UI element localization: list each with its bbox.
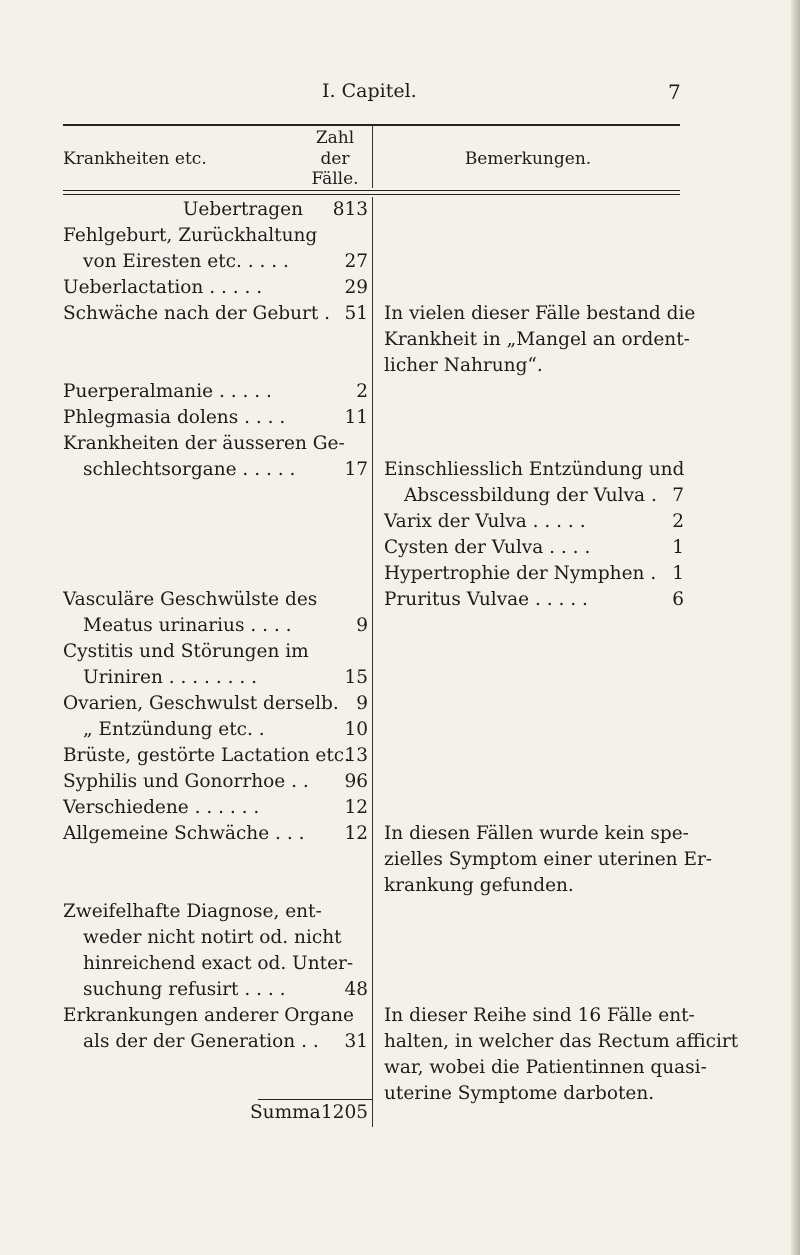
row-phlegmasia: Phlegmasia dolens . . . . bbox=[63, 407, 286, 428]
count-brueste: 13 bbox=[344, 745, 368, 766]
chapter-title: I. Capitel. bbox=[322, 80, 417, 102]
remark-item-value: 7 bbox=[672, 485, 684, 506]
remark-aeussere-geschlechtsorgane bbox=[384, 457, 684, 613]
row-allgemeine-schwaeche: Allgemeine Schwäche . . . bbox=[63, 823, 305, 844]
count-cystitis: 15 bbox=[344, 667, 368, 688]
row-verschiedene: Verschiedene . . . . . . bbox=[63, 797, 260, 818]
remark-item bbox=[384, 509, 684, 535]
row-zweifelhaft-a: Zweifelhafte Diagnose, ent- bbox=[63, 901, 322, 922]
remark-line: war, wobei die Patientinnen quasi- bbox=[384, 1057, 707, 1078]
header-rule bbox=[63, 190, 680, 191]
header-column-divider bbox=[372, 126, 373, 188]
body-column-divider bbox=[372, 197, 373, 1127]
remark-item bbox=[384, 535, 684, 561]
row-schwaeche-geburt: Schwäche nach der Geburt . bbox=[63, 303, 331, 324]
remark-item-label: Abscessbildung der Vulva . bbox=[404, 485, 657, 506]
remark-line: Einschliesslich Entzündung und bbox=[384, 459, 685, 480]
row-aeussere-geschlechtsorgane-a: Krankheiten der äusseren Ge- bbox=[63, 433, 345, 454]
remark-line: In vielen dieser Fälle bestand die bbox=[384, 303, 696, 324]
row-andere-organe-b: als der der Generation . . bbox=[83, 1031, 319, 1052]
remark-allgemeine-schwaeche bbox=[384, 821, 713, 899]
row-aeussere-geschlechtsorgane-b: schlechtsorgane . . . . . bbox=[83, 459, 296, 480]
carry-over-label: Uebertragen bbox=[182, 199, 303, 220]
count-andere-organe: 31 bbox=[344, 1031, 368, 1052]
summa-label: Summa bbox=[250, 1102, 321, 1123]
row-andere-organe-a: Erkrankungen anderer Organe bbox=[63, 1005, 354, 1026]
row-brueste: Brüste, gestörte Lactation etc. bbox=[63, 745, 351, 766]
row-vasculaere-b: Meatus urinarius . . . . bbox=[83, 615, 292, 636]
remark-item-label: Pruritus Vulvae . . . . . bbox=[384, 589, 588, 610]
row-vasculaere-a: Vasculäre Geschwülste des bbox=[63, 589, 318, 610]
remark-item bbox=[384, 587, 684, 613]
row-fehlgeburt-b: von Eiresten etc. . . . . bbox=[83, 251, 289, 272]
remark-item bbox=[384, 483, 684, 509]
header-rule-double bbox=[63, 194, 680, 195]
header-diseases: Krankheiten etc. bbox=[63, 149, 207, 169]
row-fehlgeburt-a: Fehlgeburt, Zurückhaltung bbox=[63, 225, 318, 246]
count-allgemeine-schwaeche: 12 bbox=[344, 823, 368, 844]
remark-item-value: 1 bbox=[672, 537, 684, 558]
remark-item-value: 1 bbox=[672, 563, 684, 584]
row-ovarien-geschwulst: Ovarien, Geschwulst derselb. bbox=[63, 693, 339, 714]
header-remarks: Bemerkungen. bbox=[464, 149, 592, 169]
remark-andere-organe bbox=[384, 1003, 739, 1107]
count-aeussere-geschlechtsorgane: 17 bbox=[344, 459, 368, 480]
count-syphilis: 96 bbox=[344, 771, 368, 792]
row-zweifelhaft-d: suchung refusirt . . . . bbox=[83, 979, 286, 1000]
remark-line: Krankheit in „Mangel an ordent- bbox=[384, 329, 690, 350]
row-cystitis-b: Uriniren . . . . . . . . bbox=[83, 667, 257, 688]
header-count-line1: Zahl bbox=[315, 128, 355, 148]
remark-item bbox=[384, 561, 684, 587]
page-edge-shadow bbox=[791, 0, 800, 1255]
count-phlegmasia: 11 bbox=[344, 407, 368, 428]
page-number: 7 bbox=[668, 80, 681, 104]
header-count-line2: der bbox=[320, 149, 350, 169]
remark-line: krankung gefunden. bbox=[384, 875, 574, 896]
remark-line: In dieser Reihe sind 16 Fälle ent- bbox=[384, 1005, 695, 1026]
count-vasculaere: 9 bbox=[356, 615, 368, 636]
count-schwaeche-geburt: 51 bbox=[344, 303, 368, 324]
count-fehlgeburt: 27 bbox=[344, 251, 368, 272]
remark-item-label: Varix der Vulva . . . . . bbox=[384, 511, 586, 532]
header-count-line3: Fälle. bbox=[311, 169, 359, 189]
row-ovarien-entzuendung: „ Entzündung etc. . bbox=[83, 719, 265, 740]
row-cystitis-a: Cystitis und Störungen im bbox=[63, 641, 309, 662]
row-puerperalmanie: Puerperalmanie . . . . . bbox=[63, 381, 272, 402]
remark-line: In diesen Fällen wurde kein spe- bbox=[384, 823, 689, 844]
summa-value: 1205 bbox=[320, 1102, 368, 1123]
remark-line: licher Nahrung“. bbox=[384, 355, 543, 376]
count-ovarien-entzuendung: 10 bbox=[344, 719, 368, 740]
count-verschiedene: 12 bbox=[344, 797, 368, 818]
row-zweifelhaft-b: weder nicht notirt od. nicht bbox=[83, 927, 342, 948]
row-zweifelhaft-c: hinreichend exact od. Unter- bbox=[83, 953, 354, 974]
row-ueberlactation: Ueberlactation . . . . . bbox=[63, 277, 263, 298]
carry-over-value: 813 bbox=[332, 199, 368, 220]
remark-item-label: Cysten der Vulva . . . . bbox=[384, 537, 591, 558]
remark-item-label: Hypertrophie der Nymphen . bbox=[384, 563, 657, 584]
count-zweifelhaft: 48 bbox=[344, 979, 368, 1000]
count-column bbox=[305, 197, 368, 1055]
remark-line: uterine Symptome darboten. bbox=[384, 1083, 655, 1104]
remark-line: zielles Symptom einer uterinen Er- bbox=[384, 849, 713, 870]
remark-schwaeche-geburt bbox=[384, 301, 696, 379]
running-header bbox=[0, 80, 800, 110]
remark-item-value: 2 bbox=[672, 511, 684, 532]
row-syphilis: Syphilis und Gonorrhoe . . bbox=[63, 771, 309, 792]
remark-line: halten, in welcher das Rectum afficirt bbox=[384, 1031, 739, 1052]
remark-item-value: 6 bbox=[672, 589, 684, 610]
count-ovarien-geschwulst: 9 bbox=[356, 693, 368, 714]
count-ueberlactation: 29 bbox=[344, 277, 368, 298]
count-puerperalmanie: 2 bbox=[356, 381, 368, 402]
